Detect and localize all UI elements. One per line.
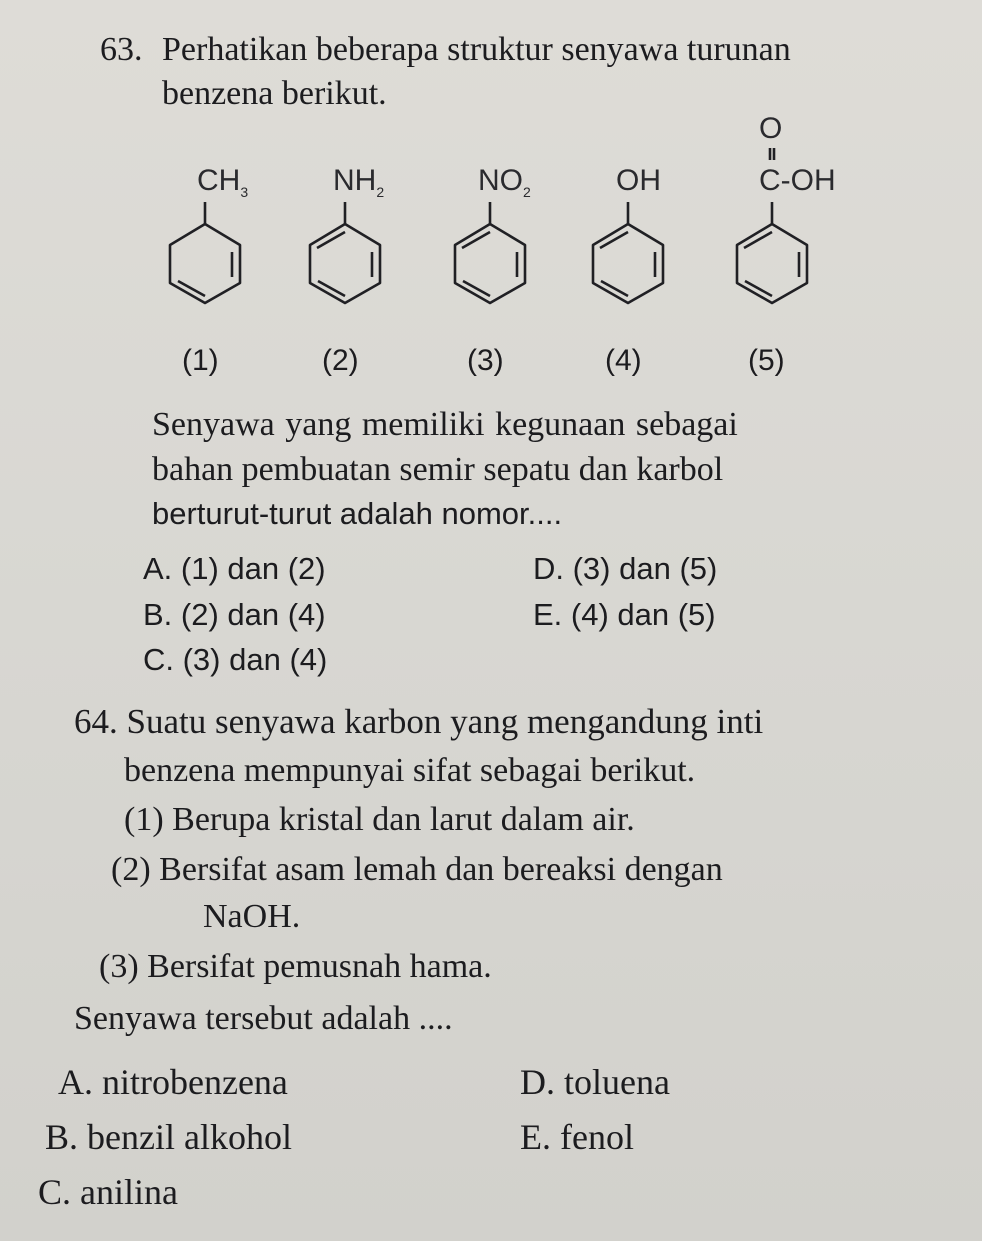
benzene-structures [0,100,982,320]
q64-item2-cont: NaOH. [203,898,301,935]
structure-label-3: (3) [467,344,504,377]
substituent-5: C-OH [759,164,836,197]
q63-option-d[interactable]: D. (3) dan (5) [533,551,718,586]
q63-stem-line1: Senyawa yang memiliki kegunaan sebagai [152,406,738,443]
structure-label-1: (1) [182,344,219,377]
structure-label-2: (2) [322,344,359,377]
q63-option-b[interactable]: B. (2) dan (4) [143,597,326,632]
q63-stem-line3: berturut-turut adalah nomor.... [152,496,563,531]
q64-item1: (1) Berupa kristal dan larut dalam air. [124,801,635,838]
benzene-ring-3 [455,202,525,303]
benzene-ring-1 [170,202,240,303]
q63-option-a[interactable]: A. (1) dan (2) [143,551,326,586]
substituent-4: OH [616,164,661,197]
q63-option-e[interactable]: E. (4) dan (5) [533,597,716,632]
q64-option-c[interactable]: C. anilina [38,1172,178,1212]
q63-line2: benzena berikut. [162,75,387,112]
q64-option-e[interactable]: E. fenol [520,1117,634,1157]
q64-line2: benzena mempunyai sifat sebagai berikut. [124,752,696,789]
q64-item3: (3) Bersifat pemusnah hama. [99,948,492,985]
benzene-ring-4 [593,202,663,303]
q64-option-b[interactable]: B. benzil alkohol [45,1117,292,1157]
q64-option-a[interactable]: A. nitrobenzena [58,1062,288,1102]
q63-number: 63. [100,31,143,68]
q64-item2: (2) Bersifat asam lemah dan bereaksi dengan [111,851,723,888]
substituent-3: $NO_2$ [478,164,531,200]
structure-label-5: (5) [748,344,785,377]
q64-option-d[interactable]: D. toluena [520,1062,670,1102]
q63-option-c[interactable]: C. (3) dan (4) [143,642,328,677]
q64-stem: Senyawa tersebut adalah .... [74,1000,453,1037]
benzene-ring-5 [737,148,807,303]
substituent-5-oxygen: O [759,112,783,145]
structure-label-4: (4) [605,344,642,377]
substituent-2: $NH_2$ [333,164,385,200]
q64-line1: 64. Suatu senyawa karbon yang mengandung inti [74,702,764,741]
q63-stem-line2: bahan pembuatan semir sepatu dan karbol [152,451,724,488]
benzene-ring-2 [310,202,380,303]
q63-line1: Perhatikan beberapa struktur senyawa turunan [162,31,791,68]
substituent-1: $CH_3$ [197,164,249,200]
